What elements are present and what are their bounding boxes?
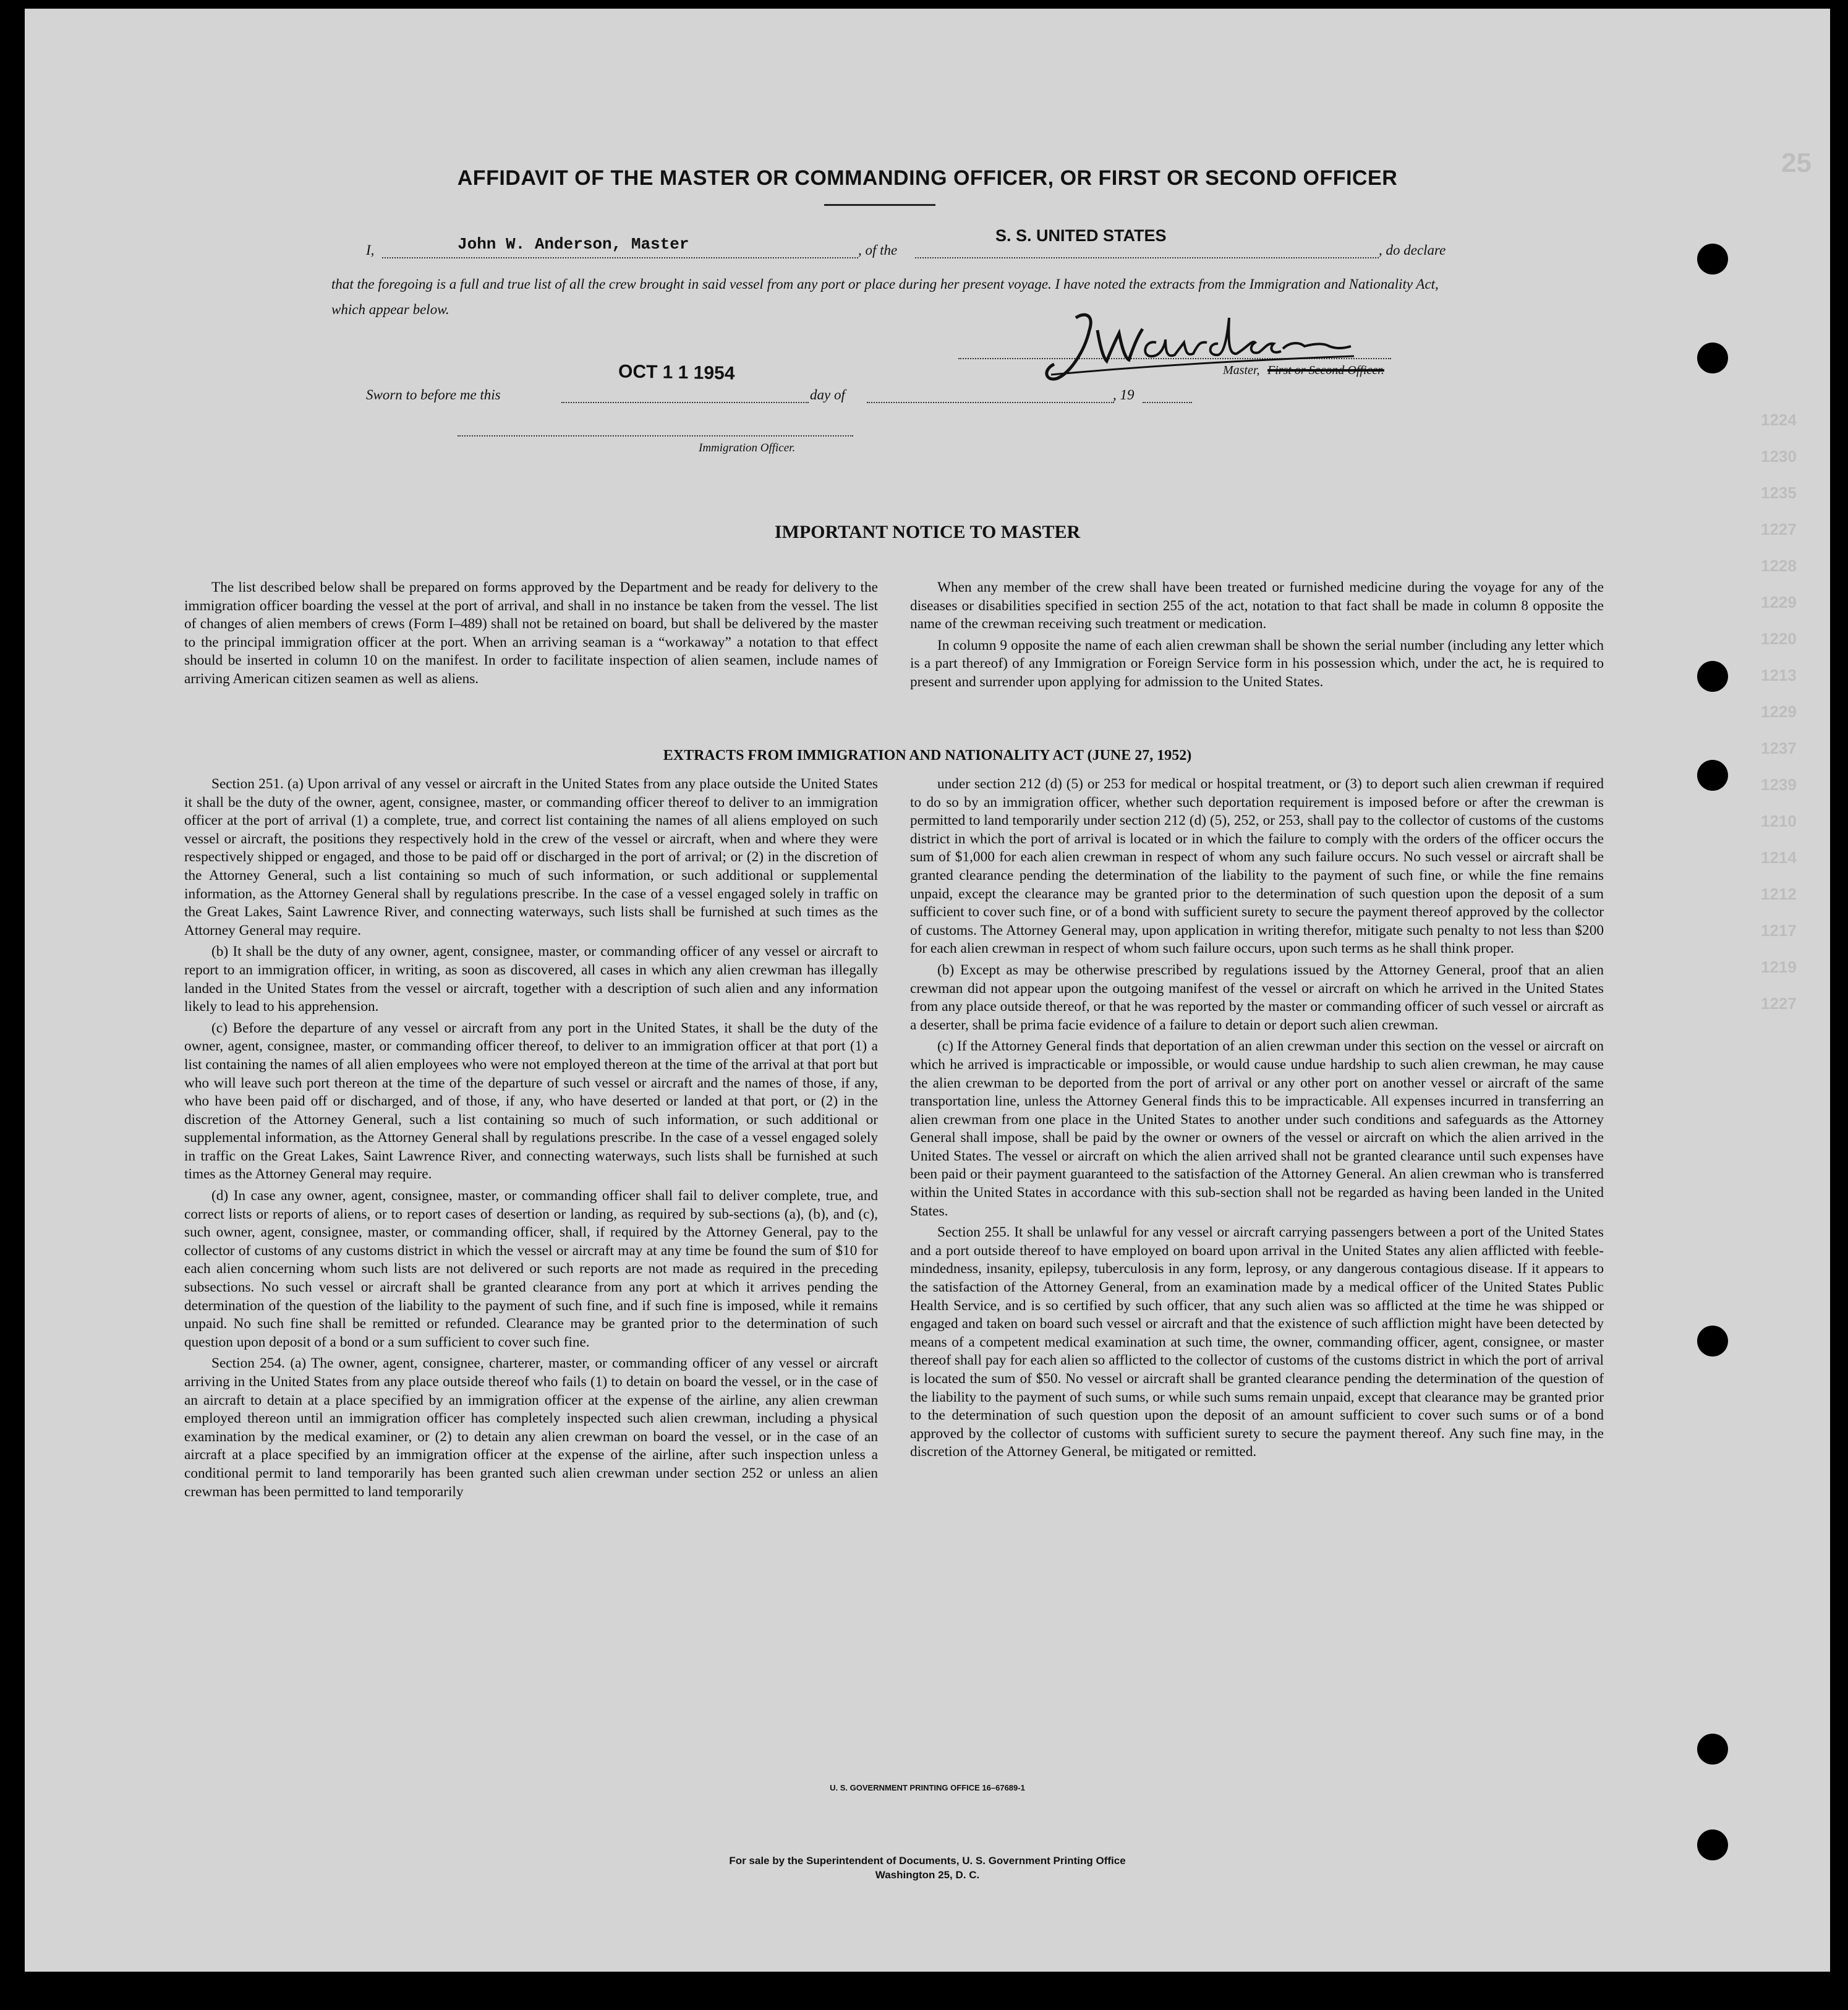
bleed-through-number: 1229: [1761, 593, 1797, 611]
paragraph: Section 255. It shall be unlawful for any vessel or aircraft carrying passengers between a port of the United States and a port outside thereof to have employed on board upon arrival in the United States any alien afflicted with feeble-mindedness, insanity, epilepsy, tuberculosis in any form, leprosy, or any dangerous contagious disease. If it appears to the satisfaction of the Attorney General, from an examination made by a medical officer of the United States Public Health Service, and is so certified by such officer, that any such alien was so afflicted at the time he was shipped or engaged and taken on board such vessel or aircraft and that the existence of such affliction might have been detected by means of a competent medical examination at such time, the owner, commanding officer, agent, consignee, or master thereof shall pay for each alien so afflicted to the collector of customs of the customs district in which the port of arrival is located the sum of $50. No vessel or aircraft shall be granted clearance pending the determination of the question of the liability to the payment of such sums, or while such sums remain unpaid, except that clearance may be granted prior to the determination of such question upon the deposit of an amount sufficient to cover such sums or of a bond approved by the collector of customs with sufficient surety to secure the payment thereof. Any such fine may, in the discretion of the Attorney General, be mitigated or remitted.: [910, 1224, 1604, 1460]
immigration-officer-label: Immigration Officer.: [699, 441, 796, 454]
bleed-through-number: 1228: [1761, 556, 1797, 575]
paragraph: The list described below shall be prepared on forms approved by the Department and be ready for delivery to the immigration officer boarding the vessel at the port of arrival, and shall in no instance be taken from the vessel. The list of changes of alien members of crews (Form I–489) shall not be retained on board, but shall be delivered by the master to the principal immigration officer at the port. When an arriving seaman is a “workaway” a notation to that effect should be inserted in column 10 on the manifest. In order to facilitate inspection of alien seamen, include names of arriving American citizen seamen as well as aliens.: [184, 579, 878, 687]
bleed-through-number: 1210: [1761, 812, 1797, 830]
sworn-label: Sworn to before me this: [366, 387, 501, 402]
year-label: , 19: [1113, 387, 1135, 402]
document-page: [25, 9, 1830, 1972]
name-line: [382, 257, 858, 258]
printing-office-line: U. S. GOVERNMENT PRINTING OFFICE 16–67689-1: [830, 1783, 1025, 1792]
bleed-through-number: 1220: [1761, 629, 1797, 648]
do-declare-label: , do declare: [1379, 242, 1446, 258]
extracts-title: EXTRACTS FROM IMMIGRATION AND NATIONALITY ACT (JUNE 27, 1952): [663, 747, 1192, 764]
bleed-through-number: 1230: [1761, 447, 1797, 466]
paragraph: Section 254. (a) The owner, agent, consignee, charterer, master, or commanding officer of any vessel or aircraft arriving in the United States from any place outside thereof who fails (1) to detain on board the vessel, or in the case of an aircraft to detain at a place specified by an immigration officer at the expense of the airline, any alien crewman employed thereon until an immigration officer has completely inspected such alien crewman, including a physical examination by the medical examiner, or (2) to detain any alien crewman on board the vessel, or in the case of an aircraft at a place specified by an immigration officer at the expense of the airline, after such inspection unless a conditional permit to land temporarily has been granted such alien crewman under section 252 or unless an alien crewman has been permitted to land temporarily: [184, 1355, 878, 1500]
sworn-date-line: [561, 402, 809, 403]
i-label: I,: [366, 242, 375, 258]
notice-title: IMPORTANT NOTICE TO MASTER: [774, 522, 1081, 542]
paragraph: (b) It shall be the duty of any owner, agent, consignee, master, or commanding officer of any vessel or aircraft to report to an immigration officer, in writing, as soon as discovered, all cases in which any alien crewman has illegally landed in the United States from the vessel or aircraft, together with a description of such alien and any information likely to lead to his apprehension.: [184, 943, 878, 1015]
bleed-through-number: 1213: [1761, 666, 1797, 684]
vessel-value: S. S. UNITED STATES: [995, 226, 1167, 245]
bleed-through-number: 1235: [1761, 483, 1797, 502]
affidavit-statement: that the foregoing is a full and true list of all the crew brought in said vessel from any port or place during her present voyage. I have noted the extracts from the Immigration and Nationality Act, which appear below.: [331, 276, 1439, 317]
bleed-through-number: 1217: [1761, 921, 1797, 940]
extracts-right-column: [910, 775, 1604, 1465]
affidavit-title: AFFIDAVIT OF THE MASTER OR COMMANDING OFFICER, OR FIRST OR SECOND OFFICER: [457, 166, 1398, 190]
bleed-through-number: 1229: [1761, 702, 1797, 721]
bleed-through-number: 1239: [1761, 775, 1797, 794]
sale-line-2: Washington 25, D. C.: [875, 1869, 980, 1881]
bleed-through-page-number: 25: [1781, 148, 1812, 178]
paragraph: (b) Except as may be otherwise prescribed by regulations issued by the Attorney General, proof that an alien crewman did not appear upon the outgoing manifest of the vessel or aircraft on which he arrived in the United States from any place outside thereof, or that he was reported by the master or commanding officer of such vessel or aircraft as a deserter, shall be prima facie evidence of a failure to detain or deport such alien crewman.: [910, 961, 1604, 1033]
name-value: John W. Anderson, Master: [458, 235, 689, 253]
punch-hole: [1697, 343, 1728, 373]
paragraph: (c) If the Attorney General finds that deportation of an alien crewman under this section on the vessel or aircraft on which he arrived is impracticable or impossible, or would cause undue hardship to such alien crewman, he may cause the alien crewman to be deported from the port of arrival or any other port on another vessel or aircraft of the same transportation line, unless the Attorney General finds this to be impracticable. All expenses incurred in transferring an alien crewman from one place in the United States to another under such conditions and safeguards as the Attorney General shall impose, shall be paid by the owner or owners of the vessel or aircraft on which the alien arrived in the United States. The vessel or aircraft on which the alien arrived shall not be granted clearance until such expenses have been paid or their payment guaranteed to the satisfaction of the Attorney General. An alien crewman who is transferred within the United States in accordance with this sub-section shall not be regarded as having been landed in the United States.: [910, 1038, 1604, 1219]
paragraph: Section 251. (a) Upon arrival of any vessel or aircraft in the United States from any place outside the United States it shall be the duty of the owner, agent, consignee, master, or commanding officer thereof to deliver to an immigration officer at the port of arrival (1) a complete, true, and correct list containing the names of all aliens employed on such vessel or aircraft, the positions they respectively hold in the crew of the vessel or aircraft, when and where they were respectively shipped or engaged, and those to be paid off or discharged in the port of arrival; or (2) in the discretion of the Attorney General, such a list containing so much of such information, or such additional or supplemental information, as the Attorney General shall by regulations prescribe. In the case of a vessel engaged solely in traffic on the Great Lakes, Saint Lawrence River, and connecting waterways, such lists shall be furnished at such times as the Attorney General may require.: [184, 776, 878, 939]
vessel-line: [915, 257, 1379, 258]
bleed-through-number: 1214: [1761, 848, 1797, 867]
bleed-through-number: 1212: [1761, 885, 1797, 903]
punch-hole: [1697, 1326, 1728, 1356]
punch-hole: [1697, 661, 1728, 692]
bleed-through-number: 1227: [1761, 520, 1797, 539]
paragraph: (c) Before the departure of any vessel or aircraft from any port in the United States, it shall be the duty of the owner, agent, consignee, master, or commanding officer thereof, to deliver to an immigration officer at that port (1) a list containing the names of all alien employees who were not employed thereon at the time of the arrival at that port but who will leave such port thereon at the time of the departure of such vessel or aircraft and the names of those, if any, who have been paid off or discharged, and of those, if any, who have deserted or landed at that port, or (2) in the discretion of the Attorney General, such a list containing so much of such information, or such additional or supplemental information, as the Attorney General shall by regulations prescribe. In the case of a vessel engaged solely in traffic on the Great Lakes, Saint Lawrence River, and connecting waterways, such lists shall be furnished at such times as the Attorney General may require.: [184, 1020, 878, 1183]
paragraph: When any member of the crew shall have been treated or furnished medicine during the voyage for any of the diseases or disabilities specified in section 255 of the act, notation to that fact shall be made in column 8 opposite the name of the crewman receiving such treatment or medication.: [910, 579, 1604, 632]
officer-title-struck: First or Second Officer.: [1267, 364, 1384, 377]
bleed-through-number: 1224: [1761, 411, 1797, 429]
punch-hole: [1697, 244, 1728, 275]
bleed-through-number: 1227: [1761, 994, 1797, 1013]
punch-hole: [1697, 1734, 1728, 1765]
paragraph: under section 212 (d) (5) or 253 for medical or hospital treatment, or (3) to deport such alien crewman if required to do so by an immigration officer, whether such deportation requirement is imposed before or after the crewman is permitted to land temporarily under section 212 (d) (5), 252, or 253, shall pay to the collector of customs of the customs district in which the port of arrival is located or in which the failure to comply with the orders of the officer occurs the sum of $1,000 for each alien crewman in respect of whom any such failure occurs. No such vessel or aircraft shall be granted clearance pending the determination of the liability to the payment of such fine, or while the fine remains unpaid, except the clearance may be granted prior to the determination of such question upon the deposit of a sum sufficient to cover such fine, or of a bond with sufficient surety to secure the payment thereof approved by the collector of customs. The Attorney General may, upon application in writing therefor, mitigate such penalty to not less than $200 for each alien crewman in respect of whom such failure occurs, upon such terms as he shall think proper.: [910, 776, 1604, 957]
officer-signature-line: [458, 435, 853, 436]
day-of-label: day of: [810, 387, 845, 402]
paragraph: In column 9 opposite the name of each alien crewman shall be shown the serial number (including any letter which is a part thereof) of any Immigration or Foreign Service form in his possession which, under the act, he is required to present and surrender upon applying for admission to the United States.: [910, 637, 1604, 690]
notice-right-column: [910, 579, 1604, 695]
title-rule: [824, 204, 935, 206]
bleed-through-margin-numbers: [1761, 411, 1829, 1031]
master-label: Master,: [1223, 364, 1260, 377]
bleed-through-number: 1237: [1761, 739, 1797, 757]
date-stamp: OCT 1 1 1954: [618, 361, 735, 384]
bleed-through-number: 1219: [1761, 958, 1797, 976]
extracts-left-column: [184, 775, 878, 1504]
year-line: [1143, 402, 1192, 403]
sale-line-1: For sale by the Superintendent of Documents, U. S. Government Printing Office: [729, 1855, 1126, 1867]
notice-left-column: [184, 579, 878, 692]
month-line: [867, 402, 1114, 403]
of-the-label: , of the: [858, 242, 898, 258]
punch-hole: [1697, 760, 1728, 791]
paragraph: (d) In case any owner, agent, consignee, master, or commanding officer shall fail to deliver complete, true, and correct lists or reports of aliens, or to report cases of desertion or landing, as required by sub-sections (a), (b), and (c), such owner, agent, consignee, master, or commanding officer, shall, if required by the Attorney General, pay to the collector of customs of any customs district in which the vessel or aircraft may at any time be found the sum of $10 for each alien concerning whom such lists are not delivered or such reports are not made as required in the preceding subsections. No such vessel or aircraft shall be granted clearance from any port at which it arrives pending the determination of the question of the liability to the payment of such fine, and if such fine is imposed, while it remains unpaid. No such fine shall be remitted or refunded. Clearance may be granted prior to the determination of such question upon deposit of a bond or a sum sufficient to cover such fine.: [184, 1188, 878, 1350]
